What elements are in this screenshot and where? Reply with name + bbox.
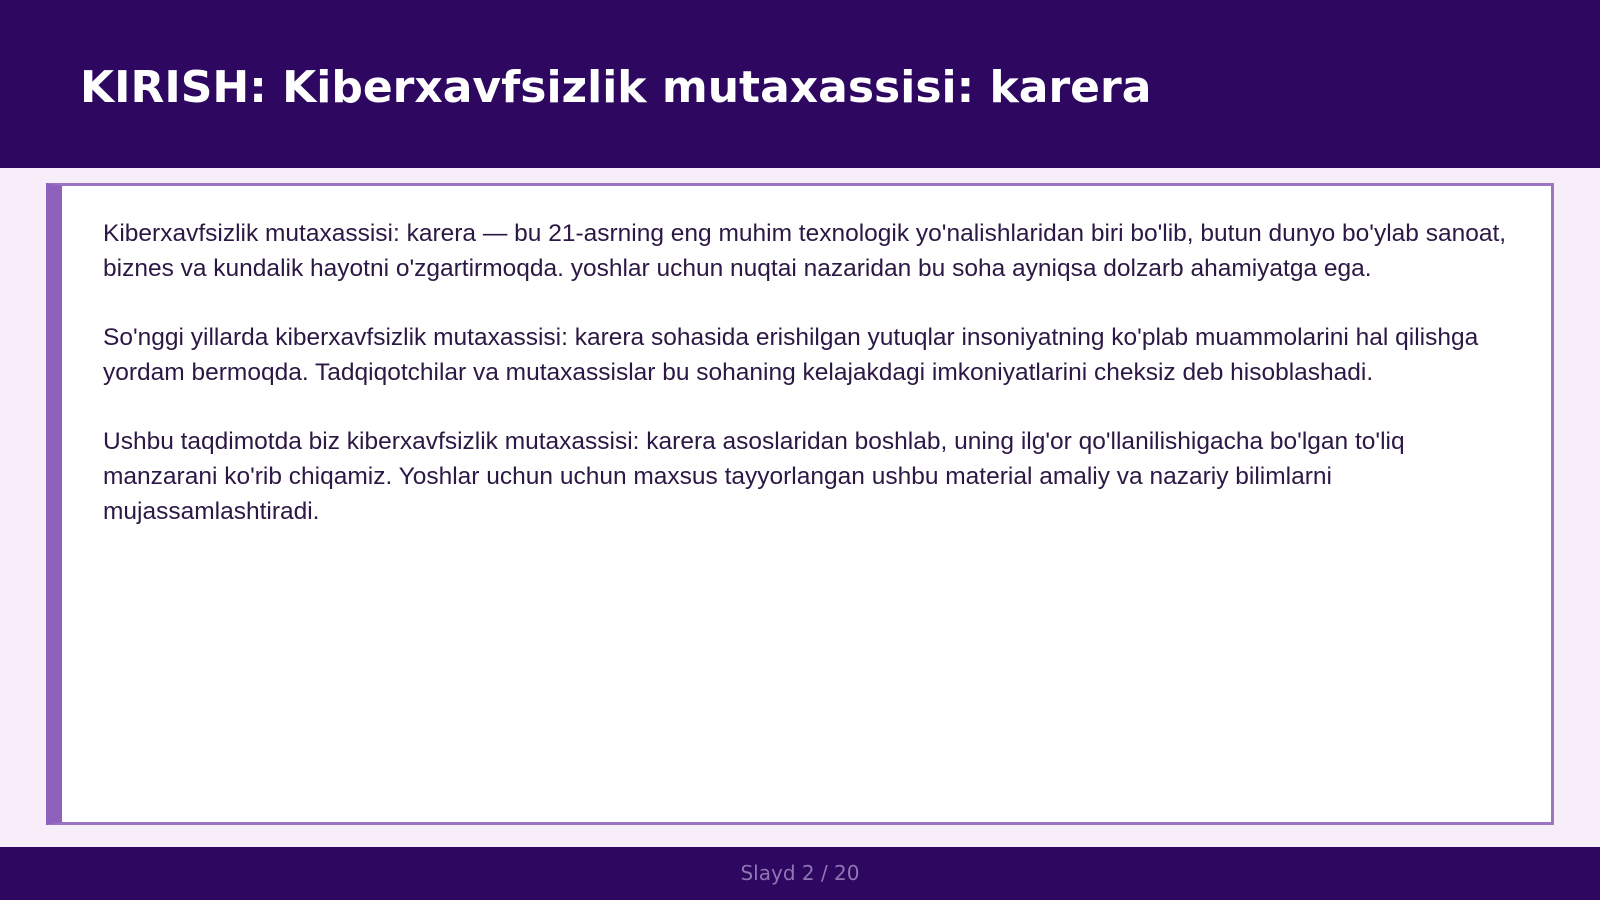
overview-paragraph: Ushbu taqdimotda biz kiberxavfsizlik mutaxassisi: karera asoslaridan boshlab, uning ilg'or qo'llanilishigacha bo'lgan to'liq manzarani ko'rib chiqamiz. Yoshlar uchun uchun maxsus tayyorlangan ushbu material amaliy va nazariy bilimlarni mujassamlashtiradi. [103,428,1405,525]
content-panel [46,183,1554,825]
achievements-paragraph: So'nggi yillarda kiberxavfsizlik mutaxassisi: karera sohasida erishilgan yutuqlar insoniyatning ko'plab muammolarini hal qilishga yordam bermoqda. Tadqiqotchilar va mutaxassislar bu sohaning kelajakdagi imkoniyatlarini cheksiz deb hisoblashadi. [103,324,1479,386]
slide-number: Slayd 2 / 20 [740,861,860,885]
slide-header [0,0,1600,168]
slide-title: KIRISH: Kiberxavfsizlik mutaxassisi: karera [80,62,1152,113]
intro-paragraph: Kiberxavfsizlik mutaxassisi: karera — bu 21-asrning eng muhim texnologik yo'nalishlaridan biri bo'lib, butun dunyo bo'ylab sanoat, biznes va kundalik hayotni o'zgartirmoqda. yoshlar uchun nuqtai nazaridan bu soha ayniqsa dolzarb ahamiyatga ega. [103,220,1507,282]
slide-footer [0,847,1600,900]
body-text [103,216,1523,563]
